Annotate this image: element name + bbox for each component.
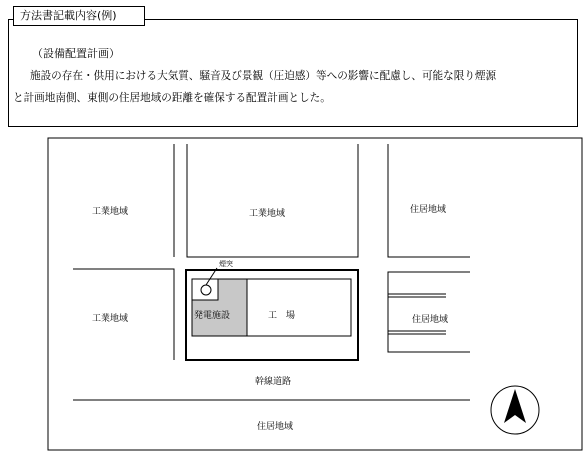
description-heading: （設備配置計画） <box>32 47 120 60</box>
chimney-icon <box>201 285 211 295</box>
factory-area <box>247 279 351 336</box>
block-outline <box>187 144 358 257</box>
label-industrial-zone: 工業地域 <box>249 209 286 219</box>
description-line-1: 施設の存在・供用における大気質、騒音及び景観（圧迫感）等への影響に配慮し、可能な限り煙源 <box>30 70 497 82</box>
label-residential-zone: 住居地域 <box>410 205 447 215</box>
label-factory: 工 場 <box>268 311 296 321</box>
label-chimney: 煙突 <box>219 260 233 268</box>
block-outline <box>388 144 470 257</box>
label-arterial-road: 幹線道路 <box>255 377 292 387</box>
section-title: 方法書記載内容(例) <box>13 6 145 26</box>
label-industrial-zone: 工業地域 <box>92 314 129 324</box>
label-power-facility: 発電施設 <box>194 311 231 321</box>
description-line-2: と計画地南側、東側の住居地域の距離を確保する配置計画とした。 <box>13 92 331 104</box>
label-residential-zone: 住居地域 <box>257 422 294 432</box>
block-outline <box>388 272 470 352</box>
label-industrial-zone: 工業地域 <box>92 207 129 217</box>
label-residential-zone: 住居地域 <box>412 315 449 325</box>
north-arrow-icon <box>491 386 539 434</box>
